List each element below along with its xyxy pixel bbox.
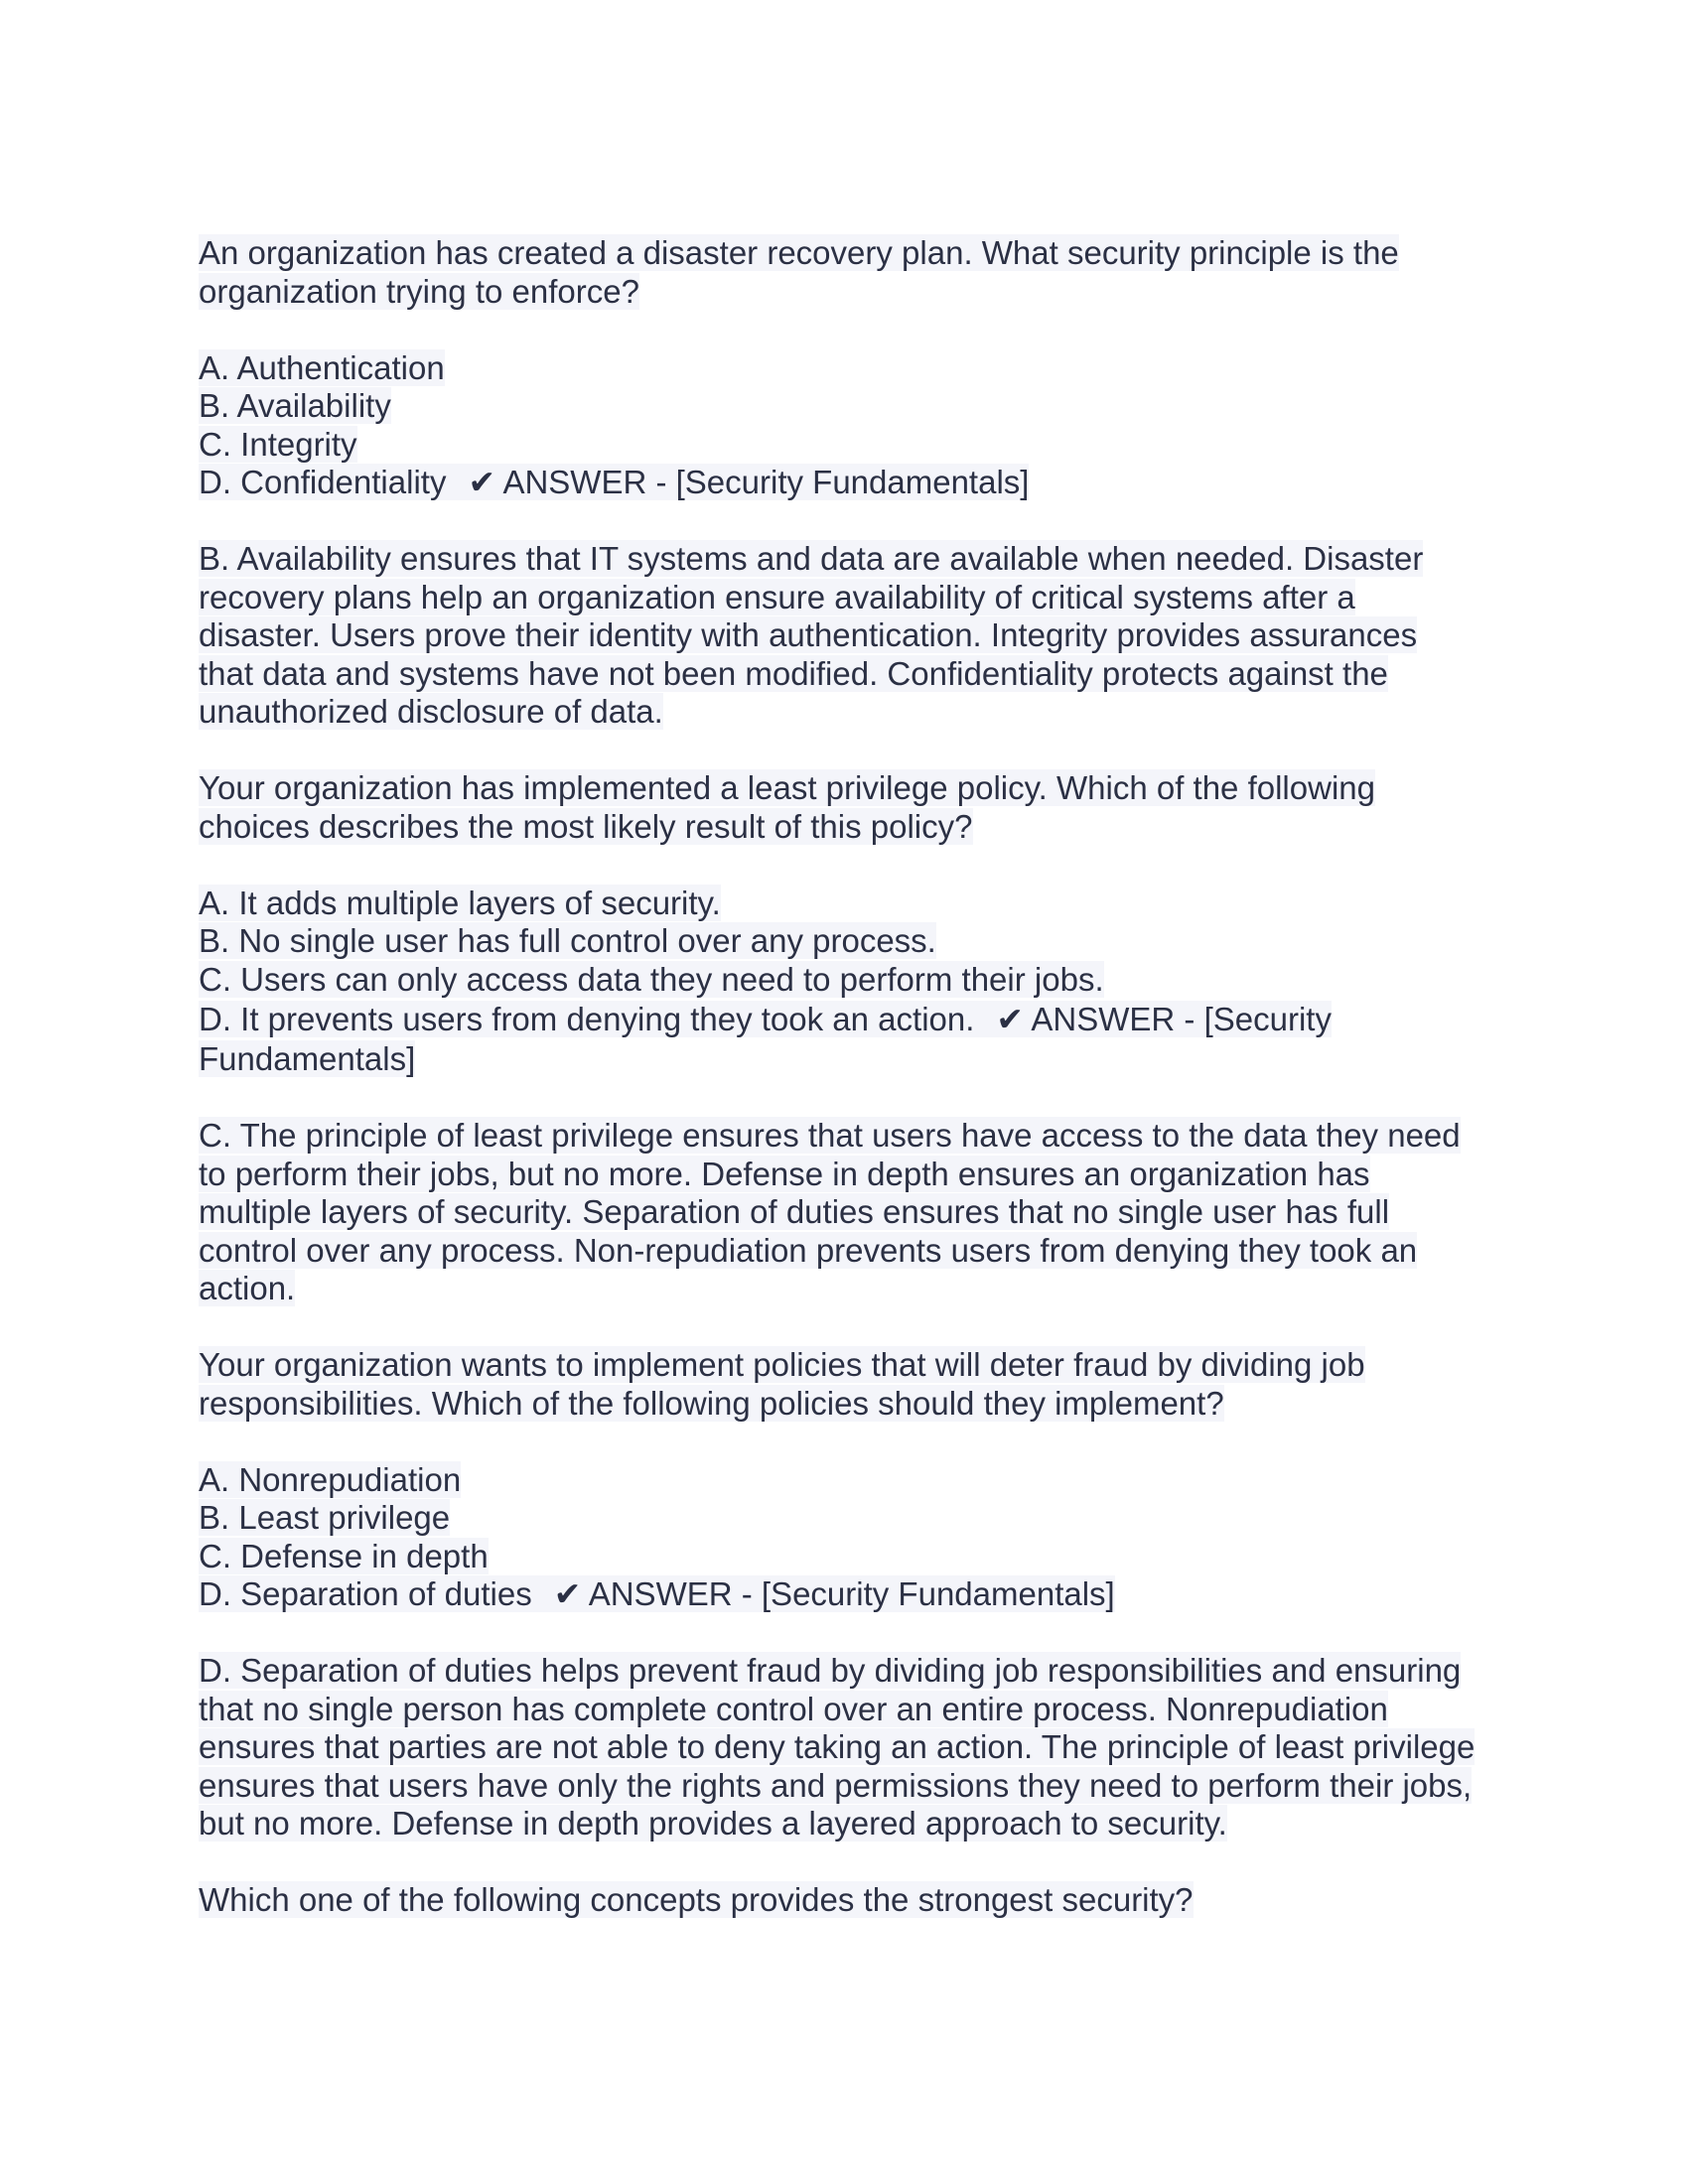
question-3-prompt-line: responsibilities. Which of the following policies should they implement? (199, 1384, 1224, 1422)
question-3-explanation (199, 1652, 1519, 1843)
question-1-prompt (199, 234, 1519, 311)
question-2-option-a: A. It adds multiple layers of security. (199, 884, 721, 921)
explanation-line: that data and systems have not been modified. Confidentiality protects against the (199, 654, 1388, 692)
question-1-prompt-line: An organization has created a disaster recovery plan. What security principle is the (199, 234, 1399, 271)
question-1-prompt-line: organization trying to enforce? (199, 272, 639, 310)
explanation-line: to perform their jobs, but no more. Defense in depth ensures an organization has (199, 1155, 1370, 1192)
explanation-line: action. (199, 1270, 296, 1306)
question-4-prompt-line: Which one of the following concepts provides the strongest security? (199, 1881, 1194, 1918)
explanation-line: control over any process. Non-repudiation prevents users from denying they took an (199, 1231, 1418, 1269)
explanation-line: unauthorized disclosure of data. (199, 693, 663, 730)
question-2-options (199, 885, 1519, 1079)
document-page (199, 234, 1519, 1958)
explanation-line: but no more. Defense in depth provides a layered approach to security. (199, 1805, 1227, 1842)
question-1-option-b: B. Availability (199, 387, 391, 424)
question-1-option-a: A. Authentication (199, 348, 445, 386)
question-3-prompt (199, 1346, 1519, 1423)
explanation-line: D. Separation of duties helps prevent fraud by dividing job responsibilities and ensuring (199, 1652, 1462, 1689)
question-1-options (199, 349, 1519, 502)
question-3-options (199, 1461, 1519, 1614)
question-1-option-d: D. Confidentiality (199, 464, 447, 500)
question-3-prompt-line: Your organization wants to implement policies that will deter fraud by dividing job (199, 1346, 1365, 1383)
explanation-line: that no single person has complete control over an entire process. Nonrepudiation (199, 1690, 1388, 1727)
question-1-option-c: C. Integrity (199, 425, 357, 463)
question-2-option-c: C. Users can only access data they need to perform their jobs. (199, 960, 1104, 998)
question-3-option-a: A. Nonrepudiation (199, 1460, 462, 1498)
question-2-answer-marker-continued: Fundamentals] (199, 1040, 416, 1077)
question-2-option-d: D. It prevents users from denying they took an action. (199, 1001, 975, 1037)
explanation-line: ensures that parties are not able to deny taking an action. The principle of least privilege (199, 1728, 1476, 1765)
explanation-line: C. The principle of least privilege ensures that users have access to the data they need (199, 1117, 1461, 1154)
question-2-option-b: B. No single user has full control over any process. (199, 922, 936, 959)
question-3-option-d: D. Separation of duties (199, 1575, 532, 1612)
question-2-explanation (199, 1117, 1519, 1308)
question-2-prompt (199, 769, 1519, 846)
question-3-option-c: C. Defense in depth (199, 1537, 489, 1574)
question-2-prompt-line: choices describes the most likely result of this policy? (199, 807, 973, 845)
explanation-line: ensures that users have only the rights and permissions they need to perform their jobs, (199, 1766, 1473, 1804)
question-3-answer-marker: ✔ ANSWER - [Security Fundamentals] (553, 1575, 1115, 1612)
question-1-explanation (199, 540, 1519, 732)
explanation-line: recovery plans help an organization ensure availability of critical systems after a (199, 578, 1355, 615)
question-4-prompt (199, 1881, 1519, 1920)
question-3-option-b: B. Least privilege (199, 1499, 451, 1536)
question-2-answer-marker: ✔ ANSWER - [Security (996, 1001, 1332, 1037)
question-1-answer-marker: ✔ ANSWER - [Security Fundamentals] (468, 464, 1030, 500)
explanation-line: multiple layers of security. Separation of duties ensures that no single user has full (199, 1193, 1390, 1230)
question-2-prompt-line: Your organization has implemented a least privilege policy. Which of the following (199, 769, 1375, 806)
explanation-line: B. Availability ensures that IT systems and data are available when needed. Disaster (199, 540, 1424, 577)
explanation-line: disaster. Users prove their identity with authentication. Integrity provides assurances (199, 616, 1418, 653)
